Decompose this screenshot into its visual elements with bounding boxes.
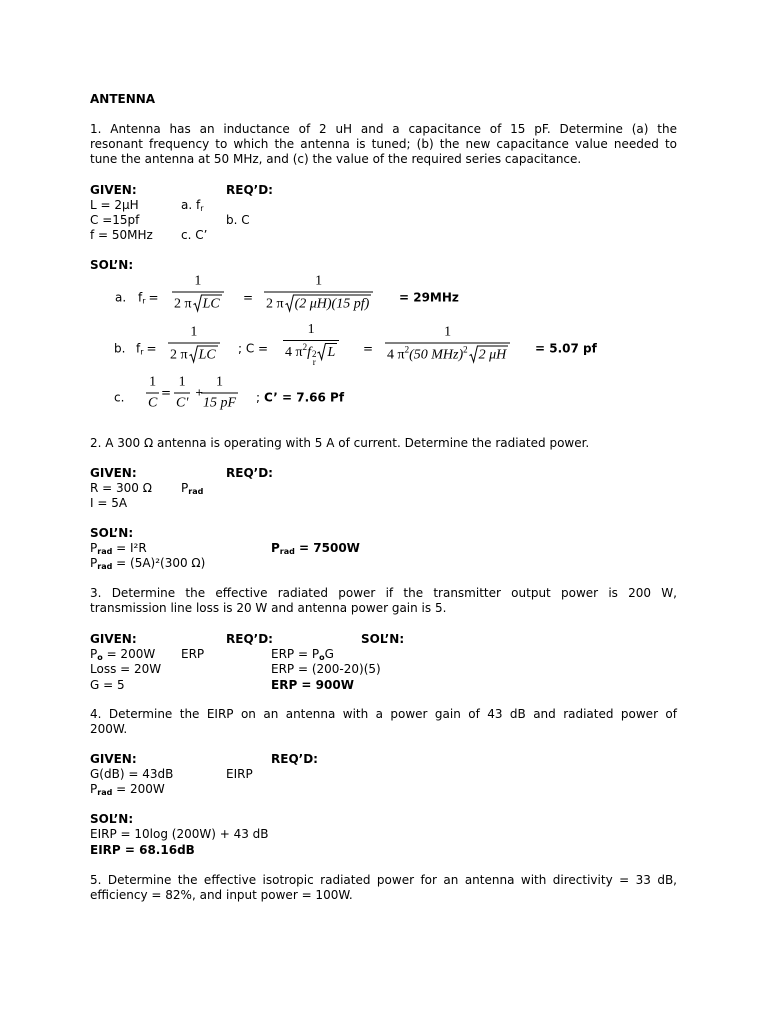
fraction	[172, 274, 224, 313]
solution-heading: SOL’N:	[90, 258, 134, 272]
expression: = I²R	[112, 541, 147, 555]
solution-step: ERP = (200-20)(5)	[271, 662, 381, 676]
numerator: 1	[146, 375, 159, 394]
solution-label: b.	[114, 341, 126, 356]
required-eirp: EIRP	[226, 767, 253, 781]
subscript: r	[142, 296, 146, 306]
symbol: P	[90, 647, 98, 661]
problem-3-answer: ERP = 900W	[271, 678, 354, 692]
subscript: r	[312, 357, 316, 367]
square-root	[189, 346, 218, 363]
solution-heading: SOL’N:	[90, 526, 134, 540]
radicand: 2 μH	[478, 347, 507, 363]
symbol: P	[90, 541, 98, 555]
numerator: 1	[174, 375, 190, 394]
radical-sign	[189, 346, 198, 363]
problem-1-statement-line: tune the antenna at 50 MHz, and (c) the value of the required series capacitance.	[90, 152, 582, 166]
radical-sign	[469, 346, 478, 363]
given-current: I = 5A	[90, 496, 128, 510]
given-frequency: f = 50MHz	[90, 228, 153, 242]
sub-superscript	[312, 350, 317, 366]
solution-step: EIRP = 10log (200W) + 43 dB	[90, 827, 269, 841]
denominator	[283, 341, 339, 366]
problem-3-statement-line: 3. Determine the effective radiated power if the transmitter output power is 200 W,	[90, 586, 677, 600]
fraction	[201, 375, 238, 412]
equals-sign: =	[148, 290, 159, 305]
fraction	[283, 322, 339, 366]
resonant-frequency-lhs	[138, 291, 159, 306]
given-resistance: R = 300 Ω	[90, 481, 152, 495]
given-gain-db: G(dB) = 43dB	[90, 767, 174, 781]
problem-2-statement-line: 2. A 300 Ω antenna is operating with 5 A of current. Determine the radiated power.	[90, 436, 590, 450]
given-gain: G = 5	[90, 678, 125, 692]
denominator	[264, 293, 373, 313]
square-root	[469, 346, 509, 363]
fraction	[264, 274, 373, 313]
solution-a-result: = 29MHz	[399, 290, 459, 305]
equals-sign: =	[146, 341, 157, 356]
frequency-symbol: f	[307, 345, 311, 360]
expression: G	[324, 647, 334, 661]
required-erp: ERP	[181, 647, 205, 661]
radical-sign	[285, 295, 294, 312]
denominator: C'	[176, 395, 189, 411]
given-capacitance: C =15pf	[90, 213, 140, 227]
radicand: (2 μH)(15 pf)	[294, 296, 370, 312]
given-output-power	[90, 647, 155, 662]
required-item-c: c. C’	[181, 228, 208, 242]
denominator	[168, 344, 220, 364]
superscript: 2	[404, 344, 410, 355]
numerator: 1	[172, 274, 224, 293]
equals-sign: =	[161, 385, 172, 400]
resonant-frequency-lhs	[136, 342, 157, 357]
given-heading: GIVEN:	[90, 752, 137, 766]
square-root	[317, 343, 337, 360]
given-heading: GIVEN:	[90, 632, 137, 646]
symbol: P	[181, 481, 189, 495]
expression: = 7500W	[294, 541, 360, 555]
required-heading: REQ’D:	[271, 752, 318, 766]
problem-2-answer	[271, 541, 360, 556]
solution-step	[90, 541, 147, 556]
frequency-value: (50 MHz)	[409, 347, 464, 363]
solution-label: a.	[115, 290, 127, 305]
subscript: r	[140, 347, 144, 357]
capacitance-equation-separator: ; C =	[238, 341, 269, 356]
given-radiated-power	[90, 782, 165, 797]
subscript: o	[319, 653, 325, 662]
problem-3-statement-line: transmission line loss is 20 W and antenna power gain is 5.	[90, 601, 447, 615]
required-radiated-power	[181, 481, 203, 496]
fraction	[146, 375, 159, 412]
numerator: 1	[283, 322, 339, 341]
expression: = (5A)²(300 Ω)	[112, 556, 206, 570]
radicand: LC	[198, 347, 216, 363]
solution-heading: SOL’N:	[361, 632, 405, 646]
problem-1-statement-line: resonant frequency to which the antenna is tuned; (b) the new capacitance value needed to	[90, 137, 677, 151]
lhs-symbol: f	[138, 290, 143, 305]
solution-b-row	[0, 322, 768, 371]
solution-label: c.	[114, 390, 125, 405]
expression: = 200W	[112, 782, 165, 796]
solution-c-answer	[256, 391, 344, 406]
subscript: r	[200, 204, 204, 213]
subscript: rad	[188, 487, 204, 496]
lhs-symbol: f	[136, 341, 141, 356]
symbol: P	[271, 541, 280, 555]
solution-heading: SOL’N:	[90, 812, 134, 826]
denominator-coefficient: 2 π	[174, 296, 192, 312]
problem-4-answer: EIRP = 68.16dB	[90, 843, 195, 857]
numerator: 1	[168, 325, 220, 344]
symbol: P	[90, 556, 98, 570]
radicand: L	[327, 345, 336, 360]
solution-step	[90, 556, 205, 571]
numerator: 1	[201, 375, 238, 394]
solution-step	[271, 647, 334, 662]
solution-a-row	[0, 273, 768, 320]
symbol: P	[90, 782, 98, 796]
subscript: rad	[97, 788, 113, 797]
required-heading: REQ’D:	[226, 183, 273, 197]
given-loss: Loss = 20W	[90, 662, 162, 676]
given-heading: GIVEN:	[90, 466, 137, 480]
denominator	[172, 293, 224, 313]
radical-sign	[193, 295, 202, 312]
square-root	[193, 295, 222, 312]
equals-sign: =	[243, 290, 254, 305]
equals-sign: =	[363, 341, 374, 356]
problem-4-statement-line: 4. Determine the EIRP on an antenna with a power gain of 43 dB and radiated power of	[90, 707, 677, 721]
required-item-text: a. f	[181, 198, 201, 212]
subscript: rad	[279, 547, 295, 556]
expression: ERP = P	[271, 647, 320, 661]
square-root	[285, 295, 372, 312]
fraction	[385, 325, 510, 364]
fraction	[174, 375, 190, 412]
solution-c-row	[0, 376, 768, 420]
subscript: rad	[97, 547, 113, 556]
superscript: 2	[302, 342, 308, 352]
denominator: C	[148, 395, 158, 411]
required-item-a	[181, 198, 204, 213]
solution-b-result: = 5.07 pf	[535, 341, 597, 356]
superscript: 2	[311, 349, 317, 359]
denominator-coefficient: 4 π	[285, 345, 303, 360]
numerator: 1	[385, 325, 510, 344]
problem-4-statement-line: 200W.	[90, 722, 128, 736]
problem-5-statement-line: 5. Determine the effective isotropic radiated power for an antenna with directivity = 33 dB,	[90, 873, 677, 887]
denominator-coefficient: 2 π	[170, 347, 188, 363]
denominator	[385, 344, 510, 364]
plus-sign: +	[195, 387, 204, 399]
subscript: o	[97, 653, 103, 662]
radicand: LC	[202, 296, 220, 312]
required-heading: REQ’D:	[226, 632, 273, 646]
given-inductance: L = 2μH	[90, 198, 139, 212]
required-heading: REQ’D:	[226, 466, 273, 480]
radical-sign	[317, 343, 326, 360]
given-heading: GIVEN:	[90, 183, 137, 197]
denominator-coefficient: 4 π	[387, 347, 405, 363]
separator: ;	[256, 390, 261, 405]
expression: = 200W	[102, 647, 156, 661]
fraction	[168, 325, 220, 364]
document-title: ANTENNA	[90, 92, 156, 106]
superscript: 2	[463, 344, 468, 355]
problem-5-statement-line: efficiency = 82%, and input power = 100W.	[90, 888, 353, 902]
denominator-coefficient: 2 π	[266, 296, 284, 312]
subscript: rad	[97, 562, 113, 571]
denominator: 15 pF	[203, 395, 237, 411]
numerator: 1	[264, 274, 373, 293]
required-item-b: b. C	[226, 213, 250, 227]
problem-1-statement-line: 1. Antenna has an inductance of 2 uH and a capacitance of 15 pF. Determine (a) the	[90, 122, 677, 136]
solution-c-result: C’ = 7.66 Pf	[264, 390, 345, 405]
